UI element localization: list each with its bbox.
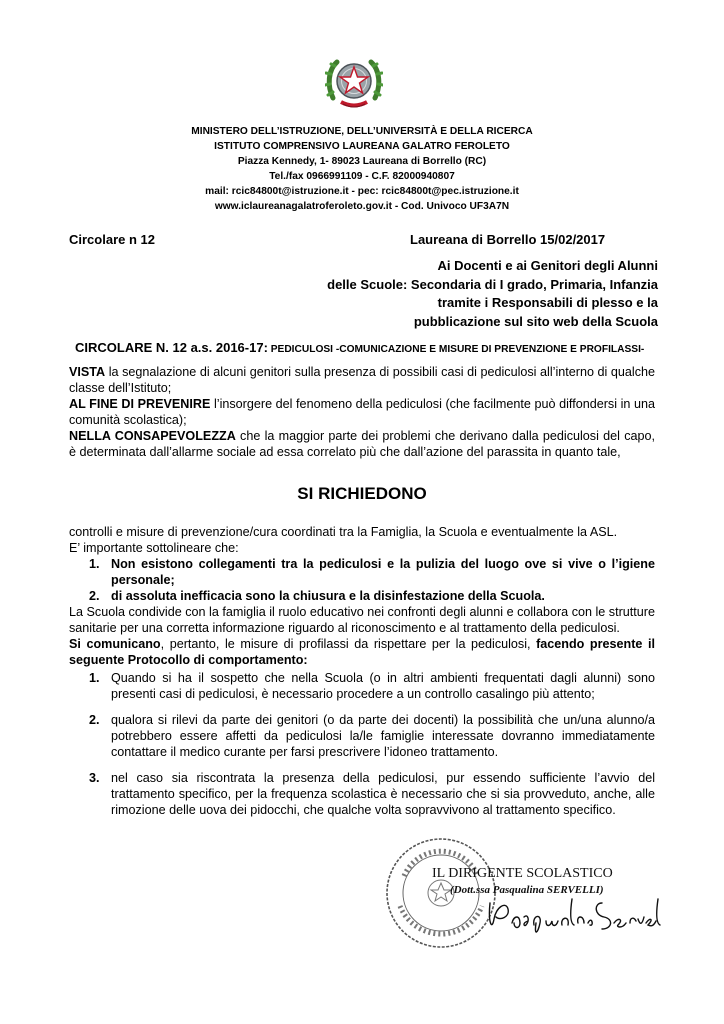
ministry-name: MINISTERO DELL’ISTRUZIONE, DELL’UNIVERSITÀ E DELLA RICERCA (191, 126, 533, 137)
school-role-paragraph: La Scuola condivide con la famiglia il ruolo educativo nei confronti degli alunni e collabora con le strutture sanitarie per una corretta informazione riguardo al riconoscimento e al trattamento della pediculosi. (69, 605, 655, 635)
protocol-intro: facendo presente il seguente Protocollo di comportamento: (69, 637, 655, 667)
italian-republic-emblem-icon (325, 52, 383, 114)
subject-rest: PEDICULOSI -COMUNICAZIONE E MISURE DI PREVENZIONE E PROFILASSI- (267, 344, 645, 355)
main-title: SI RICHIEDONO (297, 484, 427, 503)
protocol-list (69, 670, 655, 818)
place-date: Laureana di Borrello 15/02/2017 (410, 232, 606, 247)
subject-lead: CIRCOLARE N. 12 a.s. 2016-17: (75, 340, 268, 355)
recipient-line: Ai Docenti e ai Genitori degli Alunni (437, 258, 658, 273)
protocol-text: qualora si rilevi da parte dei genitori (o da parte dei docenti) la possibilità che un/una alunno/a potrebbero essere affetti da pediculosi la/le famiglie interessate dovranno immediatamente contattare il medico curante per farsi prescrivere l’idoneo trattamento. (111, 713, 655, 759)
signature-name: (Dott.ssa Pasqualina SERVELLI) (450, 884, 604, 896)
school-name: ISTITUTO COMPRENSIVO LAUREANA GALATRO FEROLETO (214, 141, 510, 152)
recipient-line: tramite i Responsabili di plesso e la (437, 295, 658, 310)
protocol-number: 2. (89, 713, 100, 727)
intro-note: E’ importante sottolineare che: (69, 541, 239, 555)
premises-block (69, 364, 655, 460)
list-item (69, 588, 655, 604)
premise-keyword: AL FINE DI PREVENIRE (69, 397, 211, 411)
school-header (0, 124, 724, 214)
recipients-block (327, 257, 658, 331)
list-text: di assoluta inefficacia sono la chiusura e la disinfestazione della Scuola. (111, 589, 545, 603)
protocol-text: nel caso sia riscontrata la presenza della pediculosi, pur essendo sufficiente l’avvio del trattamento specifico, per la frequenza scolastica è necessario che si sia provveduto, anche, alle rimozione delle uova dei pidocchi, che qualche volta sopravvivono al trattamento specifico. (111, 771, 655, 817)
school-phone: Tel./fax 0966991109 - C.F. 82000940807 (269, 171, 455, 182)
communication-keyword: Si comunicano (69, 637, 161, 651)
list-number: 1. (89, 557, 100, 571)
list-number: 2. (89, 589, 100, 603)
premise-vista (69, 364, 655, 396)
protocol-item (69, 670, 655, 702)
protocol-number: 1. (89, 671, 100, 685)
list-text: Non esistono collegamenti tra la pediculosi e la pulizia del luogo ove si vive o l’igiene personale; (111, 557, 655, 587)
protocol-item (69, 712, 655, 760)
key-points-list (69, 556, 655, 604)
protocol-number: 3. (89, 771, 100, 785)
intro-paragraph: controlli e misure di prevenzione/cura coordinati tra la Famiglia, la Scuola e eventualmente la ASL. (69, 525, 618, 539)
list-item (69, 556, 655, 588)
recipient-line: pubblicazione sul sito web della Scuola (413, 313, 658, 329)
school-email: mail: rcic84800t@istruzione.it - pec: rcic84800t@pec.istruzione.it (205, 186, 519, 197)
communication-text: , pertanto, le misure di profilassi da rispettare per la pediculosi, (160, 637, 537, 651)
school-website: www.iclaureanagalatroferoleto.gov.it - Cod. Univoco UF3A7N (214, 201, 510, 212)
premise-text: la segnalazione di alcuni genitori sulla presenza di possibili casi di pediculosi all’interno di qualche classe dell’Istituto; (69, 365, 655, 395)
premise-consapevolezza (69, 428, 655, 460)
communication-paragraph (69, 636, 655, 668)
premise-text: l’insorgere del fenomeno della pediculosi (che facilmente può diffondersi in una comunità scolastica); (69, 397, 655, 427)
intro-block (69, 524, 655, 556)
premise-text: che la maggior parte dei problemi che derivano dalla pediculosi del capo, è determinata dall’allarme sociale ad essa correlato più che dall’azione del parassita in quanto tale, (69, 429, 655, 459)
subject-line (75, 340, 644, 355)
protocol-text: Quando si ha il sospetto che nella Scuola (o in altri ambienti frequentati dagli alunni) sono presenti casi di pediculosi, è necessario procedere a un controllo casalingo più attento; (111, 671, 655, 701)
premise-keyword: NELLA CONSAPEVOLEZZA (69, 429, 236, 443)
recipient-line: delle Scuole: Secondaria di I grado, Primaria, Infanzia (327, 276, 658, 292)
premise-keyword: VISTA (69, 365, 106, 379)
signature-title: IL DIRIGENTE SCOLASTICO (432, 866, 613, 881)
protocol-item (69, 770, 655, 818)
circular-number: Circolare n 12 (69, 232, 155, 247)
premise-prevenire (69, 396, 655, 428)
school-address: Piazza Kennedy, 1- 89023 Laureana di Borrello (RC) (237, 156, 487, 167)
handwritten-signature-icon (484, 893, 662, 939)
